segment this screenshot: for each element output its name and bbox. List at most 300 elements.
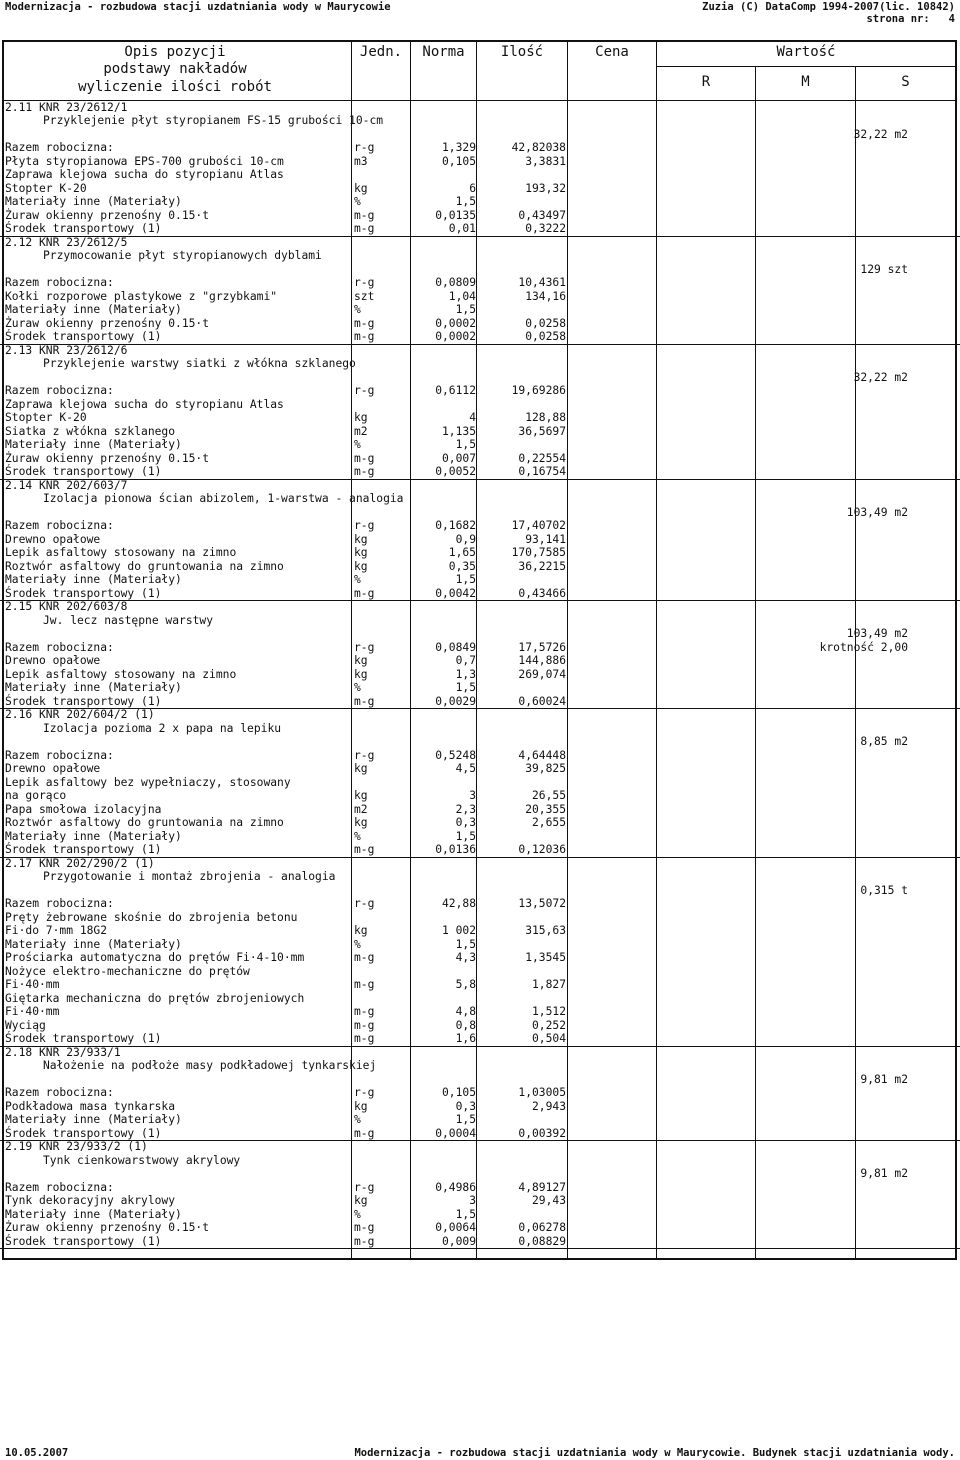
row-norma: 1,3 — [455, 667, 476, 681]
row-description: Zaprawa klejowa sucha do styropianu Atlas — [5, 168, 284, 181]
row-norma: 1,5 — [455, 438, 476, 451]
footer — [5, 1447, 955, 1460]
row-description: Materiały inne (Materiały) — [5, 1207, 182, 1221]
row-unit: % — [354, 681, 361, 694]
position-description-text: Izolacja pozioma 2 x papa na lepiku — [43, 721, 282, 735]
row-description: Środek transportowy (1) — [5, 465, 162, 478]
row-description: Środek transportowy (1) — [5, 222, 162, 235]
position-number: 2.11 KNR 23/2612/1 — [5, 100, 128, 114]
row-unit: kg — [354, 789, 368, 802]
table-row — [0, 195, 960, 209]
row-norma: 1,5 — [455, 1113, 476, 1126]
row-description: Płyta styropianowa EPS-700 grubości 10-cm — [5, 154, 284, 168]
header-norma: Norma — [422, 44, 465, 60]
row-ilosc: 128,88 — [525, 411, 566, 424]
table-row — [0, 1032, 960, 1047]
position-description-text: Przygotowanie i montaż zbrojenia - analogia — [43, 870, 336, 883]
table-row — [0, 978, 960, 992]
footer-date: 10.05.2007 — [5, 1447, 69, 1459]
row-unit: kg — [354, 181, 368, 195]
row-norma: 1,329 — [441, 141, 476, 154]
page-number: strona nr: 4 — [866, 13, 955, 25]
table-row — [0, 1221, 960, 1235]
table-row — [0, 465, 960, 480]
row-description: Materiały inne (Materiały) — [5, 303, 182, 316]
row-norma: 0,4986 — [435, 1180, 476, 1194]
row-norma: 1,5 — [455, 937, 476, 951]
row-unit: r-g — [354, 640, 375, 654]
header-s: S — [901, 74, 910, 90]
header-ilosc: Ilość — [500, 44, 544, 60]
row-unit: kg — [354, 654, 368, 667]
row-norma: 1,5 — [455, 829, 476, 843]
row-unit: r-g — [354, 748, 375, 762]
row-unit: % — [354, 303, 361, 316]
position-title — [0, 236, 960, 250]
table-row — [0, 1086, 960, 1100]
row-description: Materiały inne (Materiały) — [5, 681, 182, 694]
row-unit: r-g — [354, 276, 375, 289]
row-ilosc: 93,141 — [525, 532, 566, 546]
position-quantity: 8,85 m2 — [860, 735, 908, 748]
table-row — [0, 695, 960, 710]
row-description: Środek transportowy (1) — [5, 586, 162, 600]
position-quantity: 9,81 m2 — [860, 1072, 908, 1086]
table-row — [0, 749, 960, 763]
position-number: 2.18 KNR 23/933/1 — [5, 1045, 121, 1059]
position-title — [0, 1140, 960, 1154]
row-unit: m-g — [354, 451, 375, 465]
table-row — [0, 452, 960, 466]
table-row — [0, 411, 960, 425]
row-ilosc: 0,22554 — [518, 451, 566, 465]
row-unit: m-g — [354, 1005, 375, 1018]
table-row — [0, 668, 960, 682]
position-description-text: Przyklejenie warstwy siatki z włókna szklanego — [43, 357, 356, 370]
table-row — [0, 1194, 960, 1208]
table-row — [0, 303, 960, 317]
row-ilosc: 0,60024 — [518, 694, 566, 708]
row-norma: 0,3 — [455, 816, 476, 829]
position-number: 2.12 KNR 23/2612/5 — [5, 235, 128, 249]
table-row — [0, 155, 960, 169]
row-unit: kg — [354, 411, 368, 424]
row-unit: kg — [354, 559, 368, 573]
row-unit: r-g — [354, 384, 375, 397]
row-description: Razem robocizna: — [5, 141, 114, 154]
row-unit: m-g — [354, 1032, 375, 1045]
table-row — [0, 546, 960, 560]
position-number: 2.15 KNR 202/603/8 — [5, 600, 128, 613]
table-row — [0, 1019, 960, 1033]
position-description — [0, 722, 960, 736]
row-ilosc: 1,3545 — [525, 951, 566, 964]
table-row — [0, 330, 960, 345]
row-ilosc: 2,655 — [531, 816, 566, 829]
header-r: R — [701, 74, 711, 90]
row-description: Giętarka mechaniczna do prętów zbrojeniowych — [5, 991, 305, 1005]
position-number: 2.13 KNR 23/2612/6 — [5, 343, 128, 357]
position-title — [0, 101, 960, 115]
position-number: 2.17 KNR 202/290/2 (1) — [5, 856, 155, 870]
position-description-text: Tynk cienkowarstwowy akrylowy — [43, 1153, 241, 1167]
row-norma: 42,88 — [441, 897, 476, 910]
table-row — [0, 897, 960, 911]
row-norma: 0,0002 — [435, 316, 476, 330]
table-row — [0, 762, 960, 776]
document-title: Modernizacja - rozbudowa stacji uzdatniania wody w Maurycowie — [5, 1, 391, 13]
row-ilosc: 0,3222 — [525, 222, 566, 235]
table-row — [0, 924, 960, 938]
row-norma: 0,35 — [448, 559, 476, 573]
row-unit: % — [354, 573, 361, 586]
row-description: Papa smołowa izolacyjna — [5, 802, 162, 816]
row-norma: 1,04 — [448, 289, 476, 303]
position-description — [0, 357, 960, 371]
row-description: Roztwór asfaltowy do gruntowania na zimno — [5, 559, 284, 573]
row-description: Drewno opałowe — [5, 532, 101, 546]
row-description: Fi·40·mm — [5, 1005, 60, 1018]
header-cena: Cena — [595, 44, 629, 60]
row-description: na gorąco — [5, 789, 67, 802]
position-description — [0, 114, 960, 128]
row-description: Drewno opałowe — [5, 654, 101, 667]
row-unit: m-g — [354, 330, 375, 343]
row-norma: 0,0042 — [435, 586, 476, 600]
table-row — [0, 573, 960, 587]
row-description: Wyciąg — [5, 1018, 46, 1032]
table-row — [0, 1127, 960, 1142]
row-description: Materiały inne (Materiały) — [5, 1113, 182, 1126]
row-description: Materiały inne (Materiały) — [5, 195, 182, 208]
table-row — [0, 317, 960, 331]
row-ilosc: 0,00392 — [518, 1126, 566, 1140]
row-unit: kg — [354, 1194, 368, 1207]
row-unit: % — [354, 195, 361, 208]
table-row — [0, 438, 960, 452]
row-ilosc: 0,16754 — [518, 465, 566, 478]
table-row — [0, 1208, 960, 1222]
row-description: Razem robocizna: — [5, 276, 114, 289]
row-norma: 3 — [469, 1194, 476, 1207]
header-m: M — [801, 74, 810, 90]
row-unit: % — [354, 1113, 361, 1126]
position-description-text: Jw. lecz następne warstwy — [43, 613, 214, 627]
row-description: Roztwór asfaltowy do gruntowania na zimno — [5, 816, 284, 829]
table-row — [0, 209, 960, 223]
table-row — [0, 519, 960, 533]
row-unit: szt — [354, 289, 375, 303]
row-norma: 0,7 — [455, 654, 476, 667]
row-ilosc: 1,512 — [531, 1005, 566, 1018]
row-unit: m-g — [354, 951, 375, 964]
position-quantity: 32,22 m2 — [853, 127, 908, 141]
row-unit: kg — [354, 762, 368, 775]
row-description: Materiały inne (Materiały) — [5, 573, 182, 586]
row-ilosc: 39,825 — [525, 762, 566, 775]
table-row — [0, 384, 960, 398]
row-description: Środek transportowy (1) — [5, 694, 162, 708]
row-ilosc: 315,63 — [525, 924, 566, 937]
table-row — [0, 911, 960, 925]
row-norma: 0,0052 — [435, 465, 476, 478]
row-ilosc: 2,943 — [531, 1099, 566, 1113]
table-row — [0, 992, 960, 1006]
table-row — [0, 1100, 960, 1114]
position-description — [0, 870, 960, 884]
row-norma: 0,6112 — [435, 384, 476, 397]
header-jedn: Jedn. — [359, 44, 403, 60]
row-description: Lepik asfaltowy stosowany na zimno — [5, 546, 237, 559]
table-row — [0, 641, 960, 655]
row-unit: m-g — [354, 1234, 375, 1248]
position-title — [0, 857, 960, 871]
table-row — [0, 654, 960, 668]
row-description: Materiały inne (Materiały) — [5, 937, 182, 951]
row-norma: 4,5 — [455, 762, 476, 775]
row-ilosc: 0,43466 — [518, 586, 566, 600]
row-norma: 0,0809 — [435, 276, 476, 289]
row-description: Nożyce elektro-mechaniczne do prętów — [5, 964, 250, 978]
row-norma: 2,3 — [455, 802, 476, 816]
table-row — [0, 182, 960, 196]
position-description — [0, 249, 960, 263]
row-description: Środek transportowy (1) — [5, 330, 162, 343]
position-description — [0, 1059, 960, 1073]
row-description: Żuraw okienny przenośny 0.15·t — [5, 316, 210, 330]
row-unit: m-g — [354, 208, 375, 222]
row-unit: kg — [354, 816, 368, 829]
row-norma: 1,6 — [455, 1032, 476, 1045]
row-norma: 1,5 — [455, 303, 476, 316]
row-ilosc: 0,0258 — [525, 316, 566, 330]
row-unit: kg — [354, 667, 368, 681]
position-title — [0, 344, 960, 358]
row-norma: 1,5 — [455, 573, 476, 586]
row-description: Lepik asfaltowy stosowany na zimno — [5, 667, 237, 681]
row-description: Środek transportowy (1) — [5, 843, 162, 856]
table-row — [0, 290, 960, 304]
position-title — [0, 479, 960, 493]
row-unit: m-g — [354, 586, 375, 600]
table-row — [0, 951, 960, 965]
row-unit: % — [354, 438, 361, 451]
row-ilosc: 1,03005 — [518, 1086, 566, 1099]
row-unit: m-g — [354, 316, 375, 330]
row-ilosc: 4,64448 — [518, 748, 566, 762]
row-norma: 0,105 — [441, 154, 476, 168]
row-ilosc: 0,504 — [531, 1032, 566, 1045]
position-quantity: 0,315 t — [860, 883, 908, 897]
header-podstawy: podstawy nakładów — [103, 61, 247, 77]
row-ilosc: 269,074 — [518, 667, 566, 681]
row-ilosc: 29,43 — [531, 1194, 566, 1207]
row-unit: kg — [354, 546, 368, 559]
row-unit: m2 — [354, 802, 368, 816]
row-description: Środek transportowy (1) — [5, 1126, 162, 1140]
row-ilosc: 0,0258 — [525, 330, 566, 343]
row-ilosc: 3,3831 — [525, 154, 566, 168]
row-norma: 0,0002 — [435, 330, 476, 343]
row-description: Podkładowa masa tynkarska — [5, 1099, 176, 1113]
position-title — [0, 708, 960, 722]
position-description — [0, 492, 960, 506]
row-norma: 4,3 — [455, 951, 476, 964]
row-ilosc: 17,5726 — [518, 640, 566, 654]
row-norma: 0,0135 — [435, 208, 476, 222]
row-description: Środek transportowy (1) — [5, 1234, 162, 1248]
table-row — [0, 830, 960, 844]
table-row — [0, 938, 960, 952]
row-description: Razem robocizna: — [5, 748, 114, 762]
row-norma: 0,0004 — [435, 1126, 476, 1140]
table-row — [0, 681, 960, 695]
row-norma: 6 — [469, 181, 476, 195]
row-description: Żuraw okienny przenośny 0.15·t — [5, 208, 210, 222]
row-ilosc: 36,5697 — [518, 424, 566, 438]
row-unit: m-g — [354, 1126, 375, 1140]
position-description — [0, 614, 960, 628]
table-row — [0, 1235, 960, 1250]
position-description-text: Nałożenie na podłoże masy podkładowej tynkarskiej — [43, 1059, 377, 1072]
row-norma: 0,007 — [441, 451, 476, 465]
position-description-text: Przymocowanie płyt styropianowych dyblami — [43, 249, 322, 262]
row-norma: 1,135 — [441, 424, 476, 438]
software-info: Zuzia (C) DataComp 1994-2007(lic. 10842) — [702, 1, 955, 13]
row-unit: m-g — [354, 694, 375, 708]
row-ilosc: 144,886 — [518, 654, 566, 667]
table-row — [0, 965, 960, 979]
position-quantity: krotność 2,00 — [819, 640, 908, 654]
table-row — [0, 1113, 960, 1127]
row-norma: 0,5248 — [435, 748, 476, 762]
row-unit: m-g — [354, 222, 375, 235]
row-unit: r-g — [354, 519, 375, 532]
position-description — [0, 1154, 960, 1168]
row-ilosc: 10,4361 — [518, 276, 566, 289]
table-row — [0, 789, 960, 803]
table-row — [0, 776, 960, 790]
row-norma: 0,01 — [448, 222, 476, 235]
header-opis: Opis pozycji — [124, 44, 226, 60]
row-description: Materiały inne (Materiały) — [5, 438, 182, 451]
row-description: Materiały inne (Materiały) — [5, 829, 182, 843]
row-unit: m2 — [354, 424, 368, 438]
row-description: Razem robocizna: — [5, 384, 114, 397]
row-ilosc: 26,55 — [531, 789, 566, 802]
position-quantity: 9,81 m2 — [860, 1167, 908, 1180]
row-description: Razem robocizna: — [5, 640, 114, 654]
row-description: Fi·do 7·mm 18G2 — [5, 924, 108, 937]
row-norma: 0,0064 — [435, 1221, 476, 1234]
table-row — [0, 1005, 960, 1019]
position-number: 2.14 KNR 202/603/7 — [5, 478, 128, 492]
row-description: Stopter K-20 — [5, 411, 87, 424]
row-norma: 0,0029 — [435, 694, 476, 708]
row-description: Pręty żebrowane skośnie do zbrojenia betonu — [5, 910, 298, 924]
row-ilosc: 19,69286 — [511, 384, 566, 397]
row-norma: 1,5 — [455, 195, 476, 208]
row-ilosc: 42,82038 — [511, 141, 566, 154]
row-unit: m-g — [354, 843, 375, 856]
row-unit: m-g — [354, 1221, 375, 1234]
row-unit: kg — [354, 1099, 368, 1113]
row-ilosc: 134,16 — [525, 289, 566, 303]
row-description: Razem robocizna: — [5, 1086, 114, 1099]
row-unit: m3 — [354, 154, 368, 168]
row-ilosc: 0,08829 — [518, 1234, 566, 1248]
table-row — [0, 560, 960, 574]
row-unit: kg — [354, 532, 368, 546]
table-row — [0, 816, 960, 830]
position-title — [0, 1046, 960, 1060]
row-description: Środek transportowy (1) — [5, 1032, 162, 1045]
row-unit: % — [354, 829, 361, 843]
row-description: Kołki rozporowe plastykowe z "grzybkami" — [5, 289, 278, 303]
row-norma: 0,1682 — [435, 519, 476, 532]
row-description: Żuraw okienny przenośny 0.15·t — [5, 451, 210, 465]
row-unit: % — [354, 937, 361, 951]
row-ilosc: 17,40702 — [511, 519, 566, 532]
position-description-text: Izolacja pionowa ścian abizolem, 1-warstwa - analogia — [43, 492, 404, 505]
row-unit: m-g — [354, 1018, 375, 1032]
row-description: Stopter K-20 — [5, 181, 87, 195]
row-description: Lepik asfaltowy bez wypełniaczy, stosowany — [5, 775, 291, 789]
table-row — [0, 222, 960, 237]
row-norma: 0,8 — [455, 1018, 476, 1032]
position-description-text: Przyklejenie płyt styropianem FS-15 grubości 10-cm — [43, 114, 384, 127]
footer-title: Modernizacja - rozbudowa stacji uzdatniania wody w Maurycowie. Budynek stacji uzdatniania wody. — [354, 1447, 955, 1459]
row-description: Razem robocizna: — [5, 519, 114, 532]
row-norma: 0,105 — [441, 1086, 476, 1099]
table-row — [0, 803, 960, 817]
row-unit: r-g — [354, 141, 375, 154]
table-row — [0, 587, 960, 602]
row-norma: 3 — [469, 789, 476, 802]
row-norma: 1 002 — [441, 924, 476, 937]
table-row — [0, 141, 960, 155]
position-number: 2.19 KNR 23/933/2 (1) — [5, 1140, 148, 1153]
row-norma: 0,009 — [441, 1234, 476, 1248]
row-description: Drewno opałowe — [5, 762, 101, 775]
row-norma: 1,5 — [455, 1207, 476, 1221]
row-unit: r-g — [354, 1086, 375, 1099]
row-norma: 0,0136 — [435, 843, 476, 856]
table-row — [0, 425, 960, 439]
row-norma: 1,65 — [448, 546, 476, 559]
table-row — [0, 276, 960, 290]
row-unit: kg — [354, 924, 368, 937]
table-row — [0, 168, 960, 182]
header-wyliczenie: wyliczenie ilości robót — [78, 79, 272, 95]
row-unit: r-g — [354, 1180, 375, 1194]
row-ilosc: 36,2215 — [518, 559, 566, 573]
row-description: Fi·40·mm — [5, 978, 60, 991]
row-description: Prościarka automatyczna do prętów Fi·4-10·mm — [5, 951, 305, 964]
table-row — [0, 843, 960, 858]
row-ilosc: 4,89127 — [518, 1180, 566, 1194]
row-description: Zaprawa klejowa sucha do styropianu Atlas — [5, 397, 284, 411]
row-description: Razem robocizna: — [5, 1180, 114, 1194]
row-description: Razem robocizna: — [5, 897, 114, 910]
row-norma: 1,5 — [455, 681, 476, 694]
row-ilosc: 20,355 — [525, 802, 566, 816]
row-unit: m-g — [354, 978, 375, 991]
row-ilosc: 0,12036 — [518, 843, 566, 856]
row-ilosc: 193,32 — [525, 181, 566, 195]
row-unit: % — [354, 1207, 361, 1221]
row-norma: 0,9 — [455, 532, 476, 546]
